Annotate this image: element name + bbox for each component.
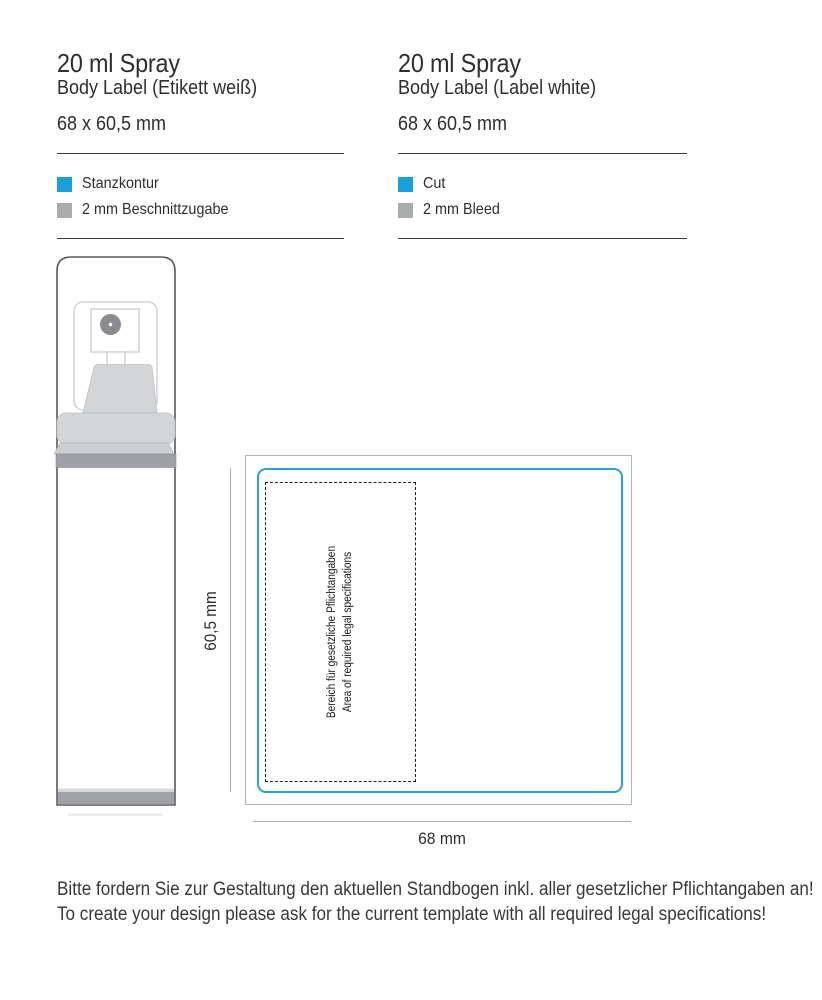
legend-item-stanzkontur xyxy=(57,175,167,193)
footer-note xyxy=(57,877,822,927)
legend-label: 2 mm Beschnittzugabe xyxy=(82,201,229,218)
legend-label: 2 mm Bleed xyxy=(423,201,500,218)
legend-label: Cut xyxy=(423,175,446,192)
divider-top-de xyxy=(57,153,344,154)
divider-top-en xyxy=(398,153,687,154)
base-band xyxy=(58,792,174,805)
nozzle-orifice-dot xyxy=(109,323,112,326)
bleed-color-swatch xyxy=(398,203,413,218)
legend-label: Stanzkontur xyxy=(82,175,159,192)
legal-area-caption xyxy=(324,546,356,718)
width-dimension-line xyxy=(253,821,631,822)
product-subtitle-en: Body Label (Label white) xyxy=(398,77,597,99)
column-de-title-block xyxy=(57,50,279,99)
spray-bottle-illustration xyxy=(48,250,188,820)
base-light-strip xyxy=(58,789,174,793)
dimensions-en: 68 x 60,5 mm xyxy=(398,113,508,135)
footer-note-de: Bitte fordern Sie zur Gestaltung den aktuellen Standbogen inkl. aller gesetzlicher Pflichtangaben an! xyxy=(57,879,814,900)
product-subtitle-de: Body Label (Etikett weiß) xyxy=(57,77,258,99)
legend-item-bleed xyxy=(398,201,508,219)
collar-skirt xyxy=(54,443,174,454)
shoulder-collar xyxy=(57,413,175,444)
bottle-shadow xyxy=(68,814,163,817)
divider-bottom-en xyxy=(398,238,687,239)
column-en-title-block xyxy=(398,50,618,99)
product-title-en: 20 ml Spray xyxy=(398,48,521,78)
legal-area-caption-de: Bereich für gesetzliche Pflichtangaben xyxy=(326,545,338,719)
height-dimension-line xyxy=(230,468,231,792)
footer-note-en: To create your design please ask for the current template with all required legal specifications! xyxy=(57,904,767,925)
dimensions-de: 68 x 60,5 mm xyxy=(57,113,167,135)
divider-bottom-de xyxy=(57,238,344,239)
beschnitt-color-swatch xyxy=(57,203,72,218)
stanzkontur-color-swatch xyxy=(57,177,72,192)
product-title-de: 20 ml Spray xyxy=(57,48,180,78)
legend-item-cut xyxy=(398,175,448,193)
width-dimension-label: 68 mm xyxy=(418,829,466,848)
crimp-band xyxy=(56,454,176,468)
actuator xyxy=(83,365,157,414)
cut-color-swatch xyxy=(398,177,413,192)
height-dimension-label: 60,5 mm xyxy=(201,591,220,651)
nozzle-stem xyxy=(107,352,125,366)
legend-item-beschnittzugabe xyxy=(57,201,245,219)
legal-area-caption-en: Area of required legal specifications xyxy=(342,551,354,713)
